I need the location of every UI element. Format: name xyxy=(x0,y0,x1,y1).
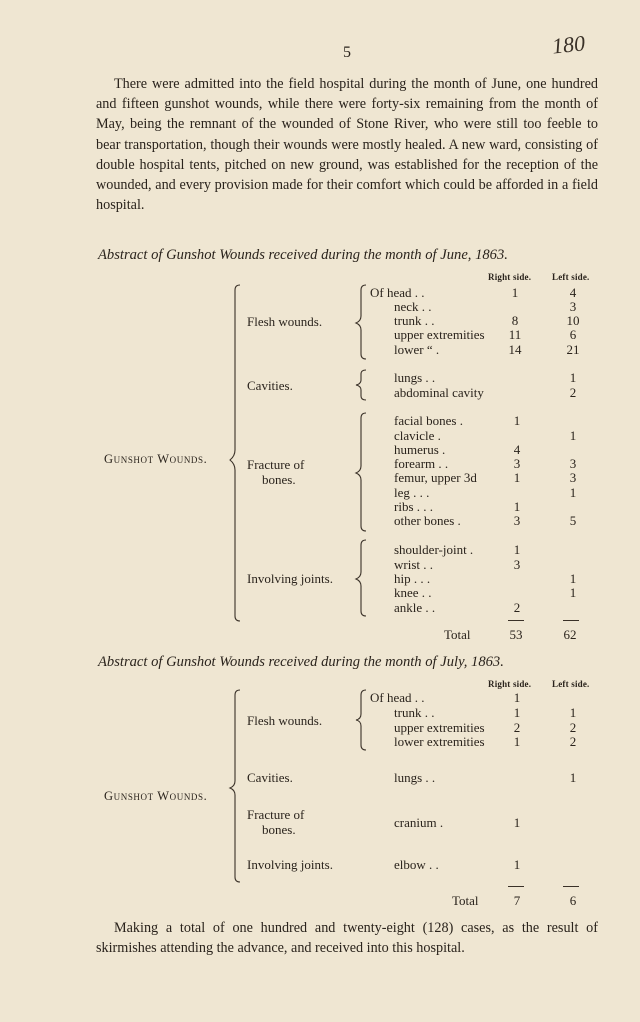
june-row-label: lower “ . xyxy=(394,342,440,357)
june-row-right: 14 xyxy=(508,342,522,357)
july-total-rule-right xyxy=(508,886,524,887)
june-flesh-brace xyxy=(354,284,368,360)
june-row-right: 1 xyxy=(513,499,521,514)
june-joints-brace xyxy=(354,539,368,617)
june-total-rule-right xyxy=(508,620,524,621)
july-fracture-label-2: bones. xyxy=(262,822,296,837)
june-left-side-header: Left side. xyxy=(552,272,590,282)
july-left-side-header: Left side. xyxy=(552,679,590,689)
july-right-side-header: Right side. xyxy=(488,679,532,689)
june-fracture-label-1: Fracture of xyxy=(247,457,305,472)
page-number: 5 xyxy=(343,44,351,61)
june-row-label: humerus . xyxy=(394,442,446,457)
june-row-left: 1 xyxy=(569,428,577,443)
june-heading: Abstract of Gunshot Wounds received during the month of June, 1863. xyxy=(98,247,508,263)
june-row-label: clavicle . xyxy=(394,428,441,443)
july-row-right: 1 xyxy=(513,857,521,872)
june-row-left: 4 xyxy=(569,285,577,300)
handwritten-page-number: 180 xyxy=(550,30,587,59)
july-heading: Abstract of Gunshot Wounds received during the month of July, 1863. xyxy=(98,654,504,670)
july-row-left: 2 xyxy=(569,734,577,749)
june-row-label: ribs . . . xyxy=(394,499,433,514)
june-row-left: 1 xyxy=(569,370,577,385)
june-row-label: leg . . . xyxy=(394,485,430,500)
july-flesh-brace xyxy=(354,689,368,751)
june-row-right: 3 xyxy=(513,557,521,572)
june-row-label: femur, upper 3d xyxy=(394,470,477,485)
july-row-label: elbow . . xyxy=(394,857,439,872)
june-total-right: 53 xyxy=(509,627,523,642)
june-right-side-header: Right side. xyxy=(488,272,532,282)
june-row-label: Of head . . xyxy=(370,285,425,300)
june-row-label: lungs . . xyxy=(394,370,436,385)
june-cavities-brace xyxy=(354,369,368,401)
july-row-right: 2 xyxy=(513,720,521,735)
june-row-label: shoulder-joint . xyxy=(394,542,474,557)
june-row-label: abdominal cavity xyxy=(394,385,484,400)
june-row-left: 6 xyxy=(569,327,577,342)
closing-paragraph xyxy=(96,918,598,958)
june-row-label: upper extremities xyxy=(394,327,485,342)
june-row-label: wrist . . xyxy=(394,557,433,572)
june-row-left: 3 xyxy=(569,470,577,485)
july-row-label: cranium . xyxy=(394,815,444,830)
intro-text: There were admitted into the field hospital during the month of June, one hundred and fifteen gunshot wounds, while there were forty-six remaining from the month of May, being the remnant of the wounded of Stone River, who were still too feeble to bear transportation, though their wounds were mostly healed. A new ward, consisting of double hospital tents, pitched on new ground, was established for the reception of the wounded, and every provision made for their comfort which could be afforded in a field hospital. xyxy=(96,76,598,214)
june-row-left: 1 xyxy=(569,571,577,586)
june-row-left: 21 xyxy=(566,342,580,357)
june-row-left: 3 xyxy=(569,299,577,314)
june-total-left: 62 xyxy=(563,627,577,642)
june-row-right: 3 xyxy=(513,456,521,471)
july-row-right: 1 xyxy=(513,734,521,749)
july-row-left: 2 xyxy=(569,720,577,735)
june-row-left: 5 xyxy=(569,513,577,528)
june-row-right: 2 xyxy=(513,600,521,615)
june-row-right: 3 xyxy=(513,513,521,528)
intro-paragraph xyxy=(96,74,598,215)
june-cavities-label: Cavities. xyxy=(247,378,293,393)
june-fracture-brace xyxy=(354,412,368,532)
july-total-right: 7 xyxy=(513,893,521,908)
june-row-left: 2 xyxy=(569,385,577,400)
june-row-label: ankle . . xyxy=(394,600,436,615)
june-row-right: 1 xyxy=(511,285,519,300)
june-row-label: other bones . xyxy=(394,513,461,528)
june-row-label: hip . . . xyxy=(394,571,431,586)
july-row-label: upper extremities xyxy=(394,720,485,735)
july-total-label: Total xyxy=(452,893,479,908)
june-row-right: 8 xyxy=(511,313,519,328)
july-row-left: 1 xyxy=(569,705,577,720)
july-row-label: Of head . . xyxy=(370,690,425,705)
july-total-left: 6 xyxy=(569,893,577,908)
june-row-right: 1 xyxy=(513,413,521,428)
july-row-right: 1 xyxy=(513,705,521,720)
june-fracture-label-2: bones. xyxy=(262,472,296,487)
july-outer-brace xyxy=(228,689,242,885)
june-total-label: Total xyxy=(444,627,471,642)
june-row-label: trunk . . xyxy=(394,313,435,328)
july-total-rule-left xyxy=(563,886,579,887)
june-row-right: 1 xyxy=(513,470,521,485)
july-fracture-label-1: Fracture of xyxy=(247,807,305,822)
june-row-left: 1 xyxy=(569,585,577,600)
june-row-right: 4 xyxy=(513,442,521,457)
july-row-right: 1 xyxy=(513,815,521,830)
june-joints-label: Involving joints. xyxy=(247,571,333,586)
july-row-label: trunk . . xyxy=(394,705,435,720)
july-row-label: lungs . . xyxy=(394,770,436,785)
june-row-label: facial bones . xyxy=(394,413,463,428)
july-cavities-label: Cavities. xyxy=(247,770,293,785)
june-row-right: 1 xyxy=(513,542,521,557)
june-outer-brace xyxy=(228,284,242,624)
june-flesh-wounds-label: Flesh wounds. xyxy=(247,314,323,329)
july-row-label: lower extremities xyxy=(394,734,485,749)
closing-text: Making a total of one hundred and twenty-eight (128) cases, as the result of skirmishes attending the advance, and received into this hospital. xyxy=(96,920,598,957)
july-row-right: 1 xyxy=(513,690,521,705)
july-row-left: 1 xyxy=(569,770,577,785)
june-row-left: 1 xyxy=(569,485,577,500)
june-row-label: knee . . xyxy=(394,585,432,600)
july-gunshot-wounds-label: Gunshot Wounds. xyxy=(104,789,208,803)
july-joints-label: Involving joints. xyxy=(247,857,333,872)
june-row-left: 10 xyxy=(566,313,580,328)
june-gunshot-wounds-label: Gunshot Wounds. xyxy=(104,452,208,466)
june-total-rule-left xyxy=(563,620,579,621)
june-row-right: 11 xyxy=(508,327,522,342)
july-flesh-wounds-label: Flesh wounds. xyxy=(247,713,323,728)
june-row-label: forearm . . xyxy=(394,456,449,471)
june-row-label: neck . . xyxy=(394,299,432,314)
june-row-left: 3 xyxy=(569,456,577,471)
